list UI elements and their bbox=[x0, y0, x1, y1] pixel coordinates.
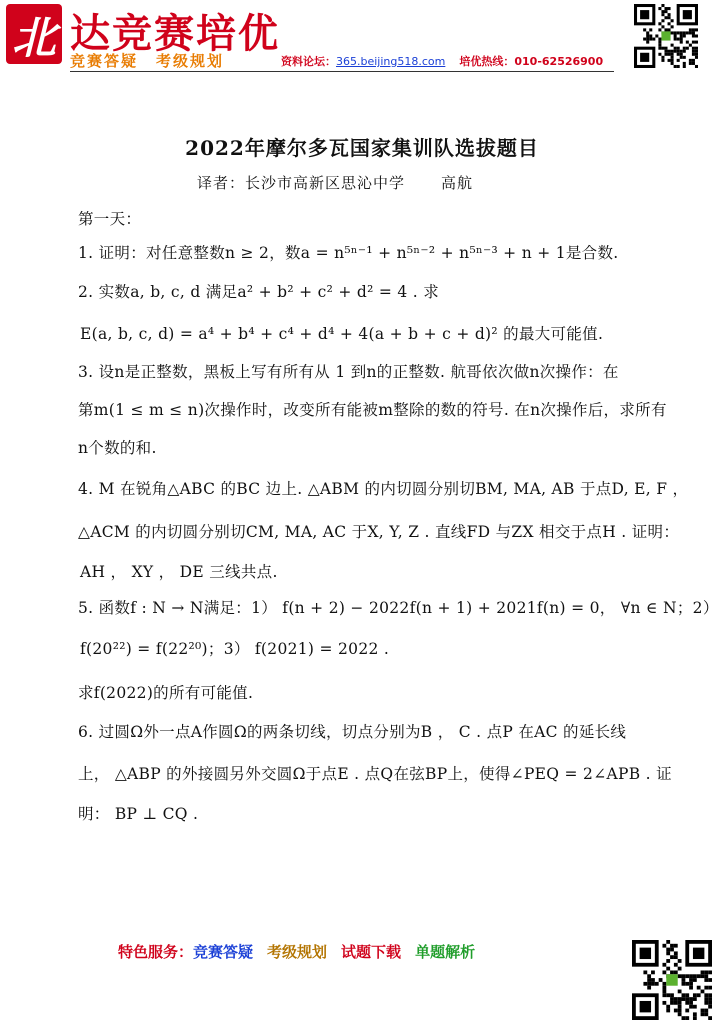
problem-line: 求f(2022)的所有可能值. bbox=[78, 684, 254, 702]
service-link[interactable]: 单题解析 bbox=[415, 943, 476, 961]
hotline-label: 培优热线： bbox=[459, 55, 515, 68]
service-link[interactable]: 考级规划 bbox=[267, 943, 328, 961]
logo-glyph: 北 bbox=[12, 13, 56, 64]
problem-line: f(20²²) = f(22²⁰)；3） f(2021) = 2022 . bbox=[80, 640, 390, 658]
tagline bbox=[70, 50, 224, 71]
brand-title: 达竞赛培优 bbox=[70, 11, 280, 57]
problem-line: 3. 设n是正整数，黑板上写有所有从 1 到n的正整数. 航哥依次做n次操作：在 bbox=[78, 363, 619, 381]
qr-code-icon bbox=[634, 4, 698, 68]
problem-line: 5. 函数f : N → N满足：1） f(n + 2) − 2022f(n + 1) + 2021f(n) = 0， ∀n ∈ N；2） bbox=[78, 599, 719, 617]
problem-line: 2. 实数a, b, c, d 满足a² + b² + c² + d² = 4 . 求 bbox=[78, 283, 439, 301]
service-link[interactable]: 竞赛答疑 bbox=[193, 943, 254, 961]
problem-line: 上， △ABP 的外接圆另外交圆Ω于点E . 点Q在弦BP上，使得∠PEQ = 2∠APB . 证 bbox=[78, 765, 672, 783]
problem-line: 4. M 在锐角△ABC 的BC 边上. △ABM 的内切圆分别切BM, MA, AB 于点D, E, F ， bbox=[78, 480, 689, 498]
problem-line: E(a, b, c, d) = a⁴ + b⁴ + c⁴ + d⁴ + 4(a + b + c + d)² 的最大可能值. bbox=[80, 325, 604, 343]
tag-right: 考级规划 bbox=[156, 52, 225, 70]
hotline-number: 010-62526900 bbox=[514, 55, 604, 68]
translator-name: 高航 bbox=[441, 174, 474, 192]
translator-label: 译者：长沙市高新区思沁中学 bbox=[197, 174, 406, 192]
translator-line bbox=[197, 172, 473, 193]
footer-services bbox=[118, 941, 475, 962]
document-title: 2022年摩尔多瓦国家集训队选拔题目 bbox=[185, 136, 539, 160]
header-divider bbox=[70, 71, 614, 72]
problem-line: 6. 过圆Ω外一点A作圆Ω的两条切线，切点分别为B ， C . 点P 在AC 的延长线 bbox=[78, 723, 627, 741]
forum-label: 资料论坛： bbox=[281, 55, 336, 68]
problem-line: n个数的和. bbox=[78, 439, 157, 457]
day-heading: 第一天： bbox=[78, 210, 142, 228]
service-link[interactable]: 试题下载 bbox=[341, 943, 402, 961]
contact-info bbox=[281, 53, 603, 69]
forum-link[interactable]: 365.beijing518.com bbox=[336, 55, 446, 68]
logo bbox=[6, 4, 62, 64]
problem-line: AH ， XY ， DE 三线共点. bbox=[80, 563, 278, 581]
tag-left: 竞赛答疑 bbox=[70, 52, 139, 70]
problem-line: △ACM 的内切圆分别切CM, MA, AC 于X, Y, Z . 直线FD 与ZX 相交于点H . 证明： bbox=[78, 523, 680, 541]
footer-label: 特色服务： bbox=[118, 943, 194, 961]
problem-line: 明： BP ⊥ CQ . bbox=[78, 805, 199, 823]
problem-line: 1. 证明：对任意整数n ≥ 2，数a = n⁵ⁿ⁻¹ + n⁵ⁿ⁻² + n⁵ⁿ⁻³ + n + 1是合数. bbox=[78, 244, 619, 262]
problem-line: 第m(1 ≤ m ≤ n)次操作时，改变所有能被m整除的数的符号. 在n次操作后，求所有 bbox=[78, 401, 667, 419]
qr-code-icon bbox=[632, 940, 712, 1020]
